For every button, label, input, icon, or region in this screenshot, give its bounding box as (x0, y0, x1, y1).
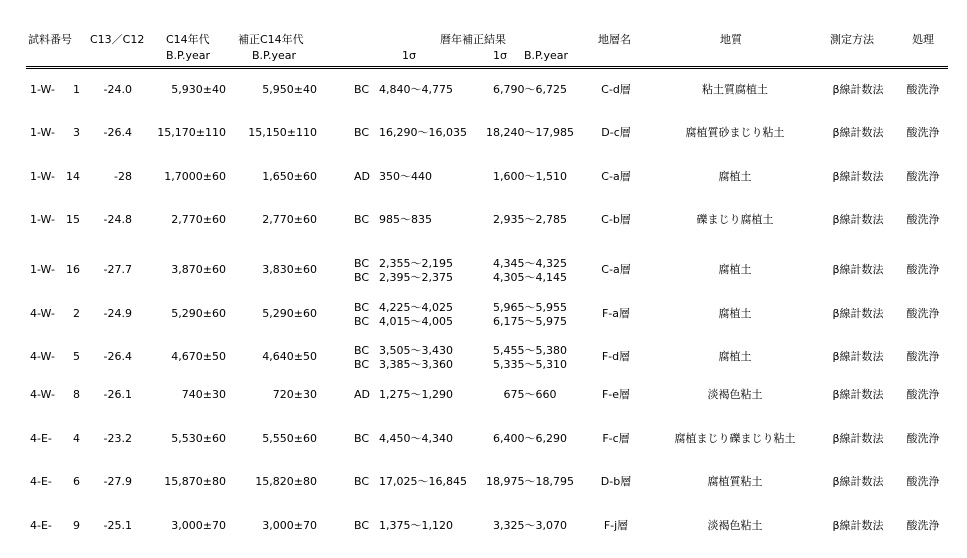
cell-cal-b: 1,600～1,510 (493, 170, 567, 183)
cell-num: 14 (66, 170, 80, 183)
cell-method: β線計数法 (832, 83, 884, 96)
cell-c14: 5,530±60 (171, 432, 226, 445)
cell-era: BC (354, 271, 370, 284)
cell-id: 1-W- (30, 170, 55, 183)
cell-c13: -26.4 (103, 126, 132, 139)
header-sample-no: 試料番号 (28, 33, 72, 46)
header-corrected-c14-unit: B.P.year (252, 49, 296, 62)
cell-geology: 腐植土 (718, 263, 752, 276)
cell-num: 9 (73, 519, 80, 532)
cell-era: BC (354, 213, 370, 226)
cell-c13: -27.9 (103, 475, 132, 488)
cell-corr: 15,150±110 (248, 126, 317, 139)
cell-cal-a: 1,375～1,120 (379, 519, 453, 532)
cell-corr: 4,640±50 (262, 350, 317, 363)
cell-c13: -27.7 (103, 263, 132, 276)
cell-layer: C-a層 (601, 263, 631, 276)
cell-treatment: 酸洗浄 (906, 519, 940, 532)
cell-num: 2 (73, 307, 80, 320)
cell-treatment: 酸洗浄 (906, 388, 940, 401)
cell-corr: 3,830±60 (262, 263, 317, 276)
cell-treatment: 酸洗浄 (906, 170, 940, 183)
header-treatment: 処理 (912, 33, 934, 46)
cell-id: 1-W- (30, 126, 55, 139)
cell-id: 1-W- (30, 213, 55, 226)
cell-geology: 腐植土 (718, 350, 752, 363)
cell-method: β線計数法 (832, 519, 884, 532)
cell-cal-b: 2,935～2,785 (493, 213, 567, 226)
header-c13: C13／C12 (90, 33, 145, 46)
cell-layer: C-b層 (601, 213, 631, 226)
cell-c14: 5,930±40 (171, 83, 226, 96)
cell-era: BC (354, 126, 370, 139)
cell-method: β線計数法 (832, 388, 884, 401)
cell-corr: 3,000±70 (262, 519, 317, 532)
cell-geology: 礫まじり腐植土 (696, 213, 774, 226)
cell-cal-b: 5,335～5,310 (493, 358, 567, 371)
cell-c14: 3,870±60 (171, 263, 226, 276)
cell-cal-a: 1,275～1,290 (379, 388, 453, 401)
cell-cal-b: 6,400～6,290 (493, 432, 567, 445)
cell-era: BC (354, 301, 370, 314)
cell-method: β線計数法 (832, 213, 884, 226)
cell-cal-a: 3,385～3,360 (379, 358, 453, 371)
cell-geology: 腐植質砂まじり粘土 (685, 126, 785, 139)
cell-c14: 2,770±60 (171, 213, 226, 226)
cell-cal-a: 350～440 (379, 170, 432, 183)
cell-cal-a: 2,395～2,375 (379, 271, 453, 284)
cell-treatment: 酸洗浄 (906, 263, 940, 276)
cell-layer: F-d層 (601, 350, 631, 363)
cell-num: 8 (73, 388, 80, 401)
cell-corr: 15,820±80 (255, 475, 317, 488)
cell-num: 16 (66, 263, 80, 276)
cell-cal-a: 16,290～16,035 (379, 126, 467, 139)
cell-corr: 2,770±60 (262, 213, 317, 226)
cell-c14: 15,870±80 (164, 475, 226, 488)
cell-cal-b: 18,240～17,985 (486, 126, 574, 139)
cell-c13: -24.9 (103, 307, 132, 320)
cell-corr: 1,650±60 (262, 170, 317, 183)
cell-cal-a: 4,450～4,340 (379, 432, 453, 445)
cell-method: β線計数法 (832, 475, 884, 488)
cell-era: BC (354, 83, 370, 96)
cell-cal-a: 985～835 (379, 213, 432, 226)
cell-c14: 5,290±60 (171, 307, 226, 320)
cell-cal-a: 4,225～4,025 (379, 301, 453, 314)
cell-num: 1 (73, 83, 80, 96)
header-corrected-c14: 補正C14年代 (238, 33, 304, 46)
cell-cal-b: 675～660 (503, 388, 557, 401)
cell-id: 4-W- (30, 388, 55, 401)
cell-geology: 腐植土 (718, 170, 752, 183)
cell-layer: F-e層 (601, 388, 631, 401)
cell-cal-b: 4,345～4,325 (493, 257, 567, 270)
cell-c14: 3,000±70 (171, 519, 226, 532)
cell-c14: 15,170±110 (157, 126, 226, 139)
cell-method: β線計数法 (832, 170, 884, 183)
header-sigma-bp-unit: B.P.year (524, 49, 568, 62)
cell-c14: 4,670±50 (171, 350, 226, 363)
cell-cal-b: 5,455～5,380 (493, 344, 567, 357)
cell-c13: -24.0 (103, 83, 132, 96)
header-rule-top (26, 66, 948, 67)
cell-cal-b: 3,325～3,070 (493, 519, 567, 532)
cell-num: 15 (66, 213, 80, 226)
cell-c13: -26.1 (103, 388, 132, 401)
cell-geology: 腐植まじり礫まじり粘土 (674, 432, 796, 445)
cell-era: BC (354, 358, 370, 371)
cell-geology: 腐植土 (718, 307, 752, 320)
header-layer: 地層名 (598, 33, 631, 46)
cell-treatment: 酸洗浄 (906, 432, 940, 445)
cell-id: 4-W- (30, 307, 55, 320)
cell-method: β線計数法 (832, 307, 884, 320)
cell-cal-b: 6,175～5,975 (493, 315, 567, 328)
cell-id: 4-E- (30, 519, 52, 532)
cell-corr: 720±30 (272, 388, 317, 401)
cell-num: 3 (73, 126, 80, 139)
cell-cal-a: 4,840～4,775 (379, 83, 453, 96)
cell-era: AD (354, 388, 370, 401)
header-sigma-bp: 1σ (493, 49, 507, 62)
cell-layer: C-d層 (601, 83, 631, 96)
cell-era: BC (354, 257, 370, 270)
cell-id: 1-W- (30, 83, 55, 96)
cell-treatment: 酸洗浄 (906, 213, 940, 226)
cell-geology: 粘土質腐植土 (702, 83, 768, 96)
cell-corr: 5,950±40 (262, 83, 317, 96)
cell-layer: D-c層 (601, 126, 631, 139)
cell-cal-b: 6,790～6,725 (493, 83, 567, 96)
header-rule-bottom (26, 68, 948, 69)
cell-c14: 1,7000±60 (164, 170, 226, 183)
cell-treatment: 酸洗浄 (906, 126, 940, 139)
cell-num: 5 (73, 350, 80, 363)
cell-id: 4-E- (30, 475, 52, 488)
cell-id: 4-E- (30, 432, 52, 445)
cell-layer: D-b層 (600, 475, 632, 488)
cell-cal-a: 4,015～4,005 (379, 315, 453, 328)
cell-era: BC (354, 344, 370, 357)
cell-geology: 腐植質粘土 (707, 475, 763, 488)
cell-era: BC (354, 315, 370, 328)
cell-c13: -28 (114, 170, 132, 183)
cell-c13: -25.1 (103, 519, 132, 532)
header-geology: 地質 (720, 33, 742, 46)
cell-treatment: 酸洗浄 (906, 307, 940, 320)
cell-method: β線計数法 (832, 432, 884, 445)
cell-layer: C-a層 (601, 170, 631, 183)
cell-treatment: 酸洗浄 (906, 83, 940, 96)
cell-c13: -23.2 (103, 432, 132, 445)
cell-cal-b: 5,965～5,955 (493, 301, 567, 314)
cell-c13: -24.8 (103, 213, 132, 226)
cell-era: BC (354, 432, 370, 445)
cell-cal-a: 17,025～16,845 (379, 475, 467, 488)
cell-geology: 淡褐色粘土 (707, 519, 763, 532)
cell-era: AD (354, 170, 370, 183)
cell-corr: 5,550±60 (262, 432, 317, 445)
cell-method: β線計数法 (832, 263, 884, 276)
cell-era: BC (354, 519, 370, 532)
cell-c13: -26.4 (103, 350, 132, 363)
cell-geology: 淡褐色粘土 (707, 388, 763, 401)
cell-cal-b: 18,975～18,795 (486, 475, 574, 488)
cell-method: β線計数法 (832, 126, 884, 139)
header-sigma-bc: 1σ (402, 49, 416, 62)
header-c14-age-unit: B.P.year (166, 49, 210, 62)
cell-num: 6 (73, 475, 80, 488)
cell-corr: 5,290±60 (262, 307, 317, 320)
cell-layer: F-j層 (603, 519, 629, 532)
cell-method: β線計数法 (832, 350, 884, 363)
cell-cal-b: 4,305～4,145 (493, 271, 567, 284)
cell-treatment: 酸洗浄 (906, 475, 940, 488)
cell-cal-a: 3,505～3,430 (379, 344, 453, 357)
cell-layer: F-a層 (601, 307, 631, 320)
cell-id: 1-W- (30, 263, 55, 276)
cell-layer: F-c層 (602, 432, 630, 445)
cell-id: 4-W- (30, 350, 55, 363)
cell-cal-a: 2,355～2,195 (379, 257, 453, 270)
header-method: 測定方法 (830, 33, 874, 46)
cell-treatment: 酸洗浄 (906, 350, 940, 363)
cell-c14: 740±30 (181, 388, 226, 401)
cell-era: BC (354, 475, 370, 488)
cell-num: 4 (73, 432, 80, 445)
header-calibration: 暦年補正結果 (440, 33, 506, 46)
header-c14-age: C14年代 (166, 33, 210, 46)
